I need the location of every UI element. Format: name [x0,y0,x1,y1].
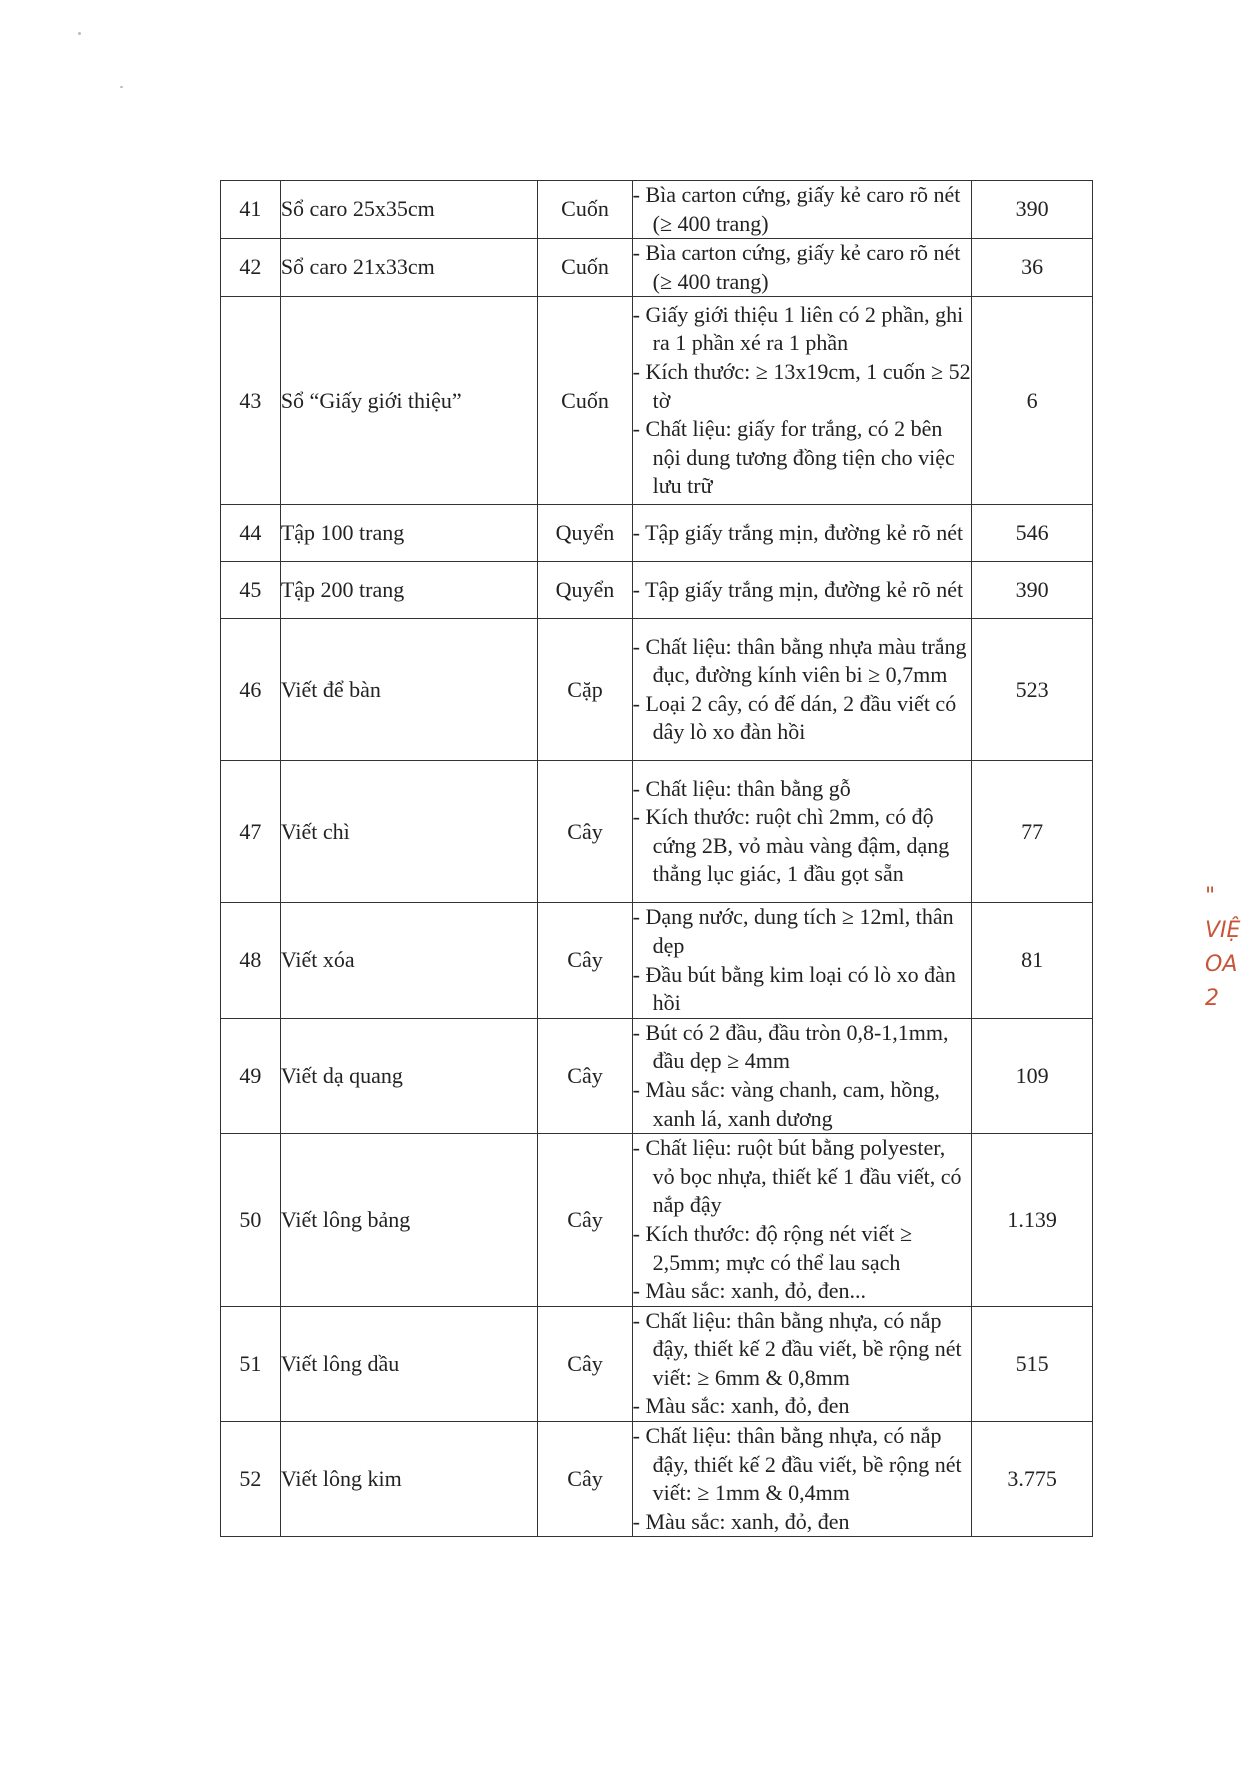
spec-line: - Chất liệu: thân bằng nhựa, có nắp đậy, thiết kế 2 đầu viết, bề rộng nét viết: ≥ 6mm & 0,8mm [632,1307,962,1390]
item-name: Viết lông kim [280,1422,538,1537]
item-name: Sổ caro 21x33cm [280,239,538,297]
spec-line: - Chất liệu: thân bằng nhựa, có nắp đậy, thiết kế 2 đầu viết, bề rộng nét viết: ≥ 1mm & 0,4mm [632,1423,962,1506]
row-number: 47 [221,761,281,903]
table-row [221,761,1093,903]
spec-line: - Đầu bút bằng kim loại có lò xo đàn hồi [632,961,956,1016]
spec-line: - Chất liệu: ruột bút bằng polyester, vỏ bọc nhựa, thiết kế 1 đầu viết, có nắp đậy [632,1135,962,1218]
item-specification [632,1422,972,1537]
row-number: 48 [221,903,281,1018]
spec-line: - Tập giấy trắng mịn, đường kẻ rõ nét [632,577,964,603]
item-unit: Quyển [538,505,632,562]
spec-line: - Bút có 2 đầu, đầu tròn 0,8-1,1mm, đầu dẹp ≥ 4mm [632,1019,949,1074]
row-number: 51 [221,1306,281,1421]
table-row [221,903,1093,1018]
item-quantity: 77 [972,761,1093,903]
supplies-table [220,180,1093,1537]
row-number: 50 [221,1134,281,1307]
item-specification [632,181,972,239]
spec-line: - Kích thước: độ rộng nét viết ≥ 2,5mm; mực có thể lau sạch [632,1220,913,1275]
handwritten-margin-notes [1205,880,1240,1016]
spec-line: - Dạng nước, dung tích ≥ 12ml, thân dẹp [632,904,954,958]
row-number: 52 [221,1422,281,1537]
item-unit: Quyển [538,562,632,619]
spec-line: - Chất liệu: thân bằng nhựa màu trắng đục, đường kính viên bi ≥ 0,7mm [632,633,967,688]
item-quantity: 81 [972,903,1093,1018]
item-quantity: 36 [972,239,1093,297]
margin-note: 2 [1205,986,1219,1011]
item-unit: Cuốn [538,239,632,297]
table-row [221,1306,1093,1421]
item-quantity: 6 [972,297,1093,505]
item-quantity: 3.775 [972,1422,1093,1537]
item-name: Viết chì [280,761,538,903]
row-number: 42 [221,239,281,297]
spec-line: - Chất liệu: giấy for trắng, có 2 bên nội dung tương đồng tiện cho việc lưu trữ [632,416,955,499]
margin-note: VIỆ [1205,918,1241,943]
row-number: 45 [221,562,281,619]
table-row [221,562,1093,619]
spec-line: - Màu sắc: xanh, đỏ, đen [632,1393,850,1419]
item-specification [632,903,972,1018]
row-number: 41 [221,181,281,239]
item-unit: Cây [538,761,632,903]
item-specification [632,1134,972,1307]
row-number: 44 [221,505,281,562]
spec-line: - Kích thước: ruột chì 2mm, có độ cứng 2B, vỏ màu vàng đậm, dạng thẳng lục giác, 1 đầu gọt sẵn [632,804,950,887]
table-row [221,1018,1093,1133]
table-row [221,619,1093,761]
item-name: Sổ “Giấy giới thiệu” [280,297,538,505]
item-specification [632,1018,972,1133]
table-row [221,1422,1093,1537]
item-unit: Cây [538,1306,632,1421]
item-unit: Cây [538,1422,632,1537]
item-specification [632,761,972,903]
item-quantity: 546 [972,505,1093,562]
item-quantity: 109 [972,1018,1093,1133]
table-row [221,239,1093,297]
item-unit: Cuốn [538,297,632,505]
spec-line: - Màu sắc: xanh, đỏ, đen... [632,1278,867,1304]
item-name: Viết lông dầu [280,1306,538,1421]
margin-note: OA [1205,952,1238,977]
item-quantity: 515 [972,1306,1093,1421]
item-name: Tập 100 trang [280,505,538,562]
item-unit: Cây [538,1018,632,1133]
item-name: Sổ caro 25x35cm [280,181,538,239]
item-specification [632,239,972,297]
spec-line: - Màu sắc: vàng chanh, cam, hồng, xanh lá, xanh dương [632,1076,940,1131]
item-specification [632,619,972,761]
table-row [221,297,1093,505]
spec-line: - Màu sắc: xanh, đỏ, đen [632,1508,850,1534]
item-quantity: 1.139 [972,1134,1093,1307]
item-quantity: 523 [972,619,1093,761]
table-row [221,505,1093,562]
supplies-table-body [221,181,1093,1537]
item-name: Viết lông bảng [280,1134,538,1307]
row-number: 46 [221,619,281,761]
item-unit: Cây [538,1134,632,1307]
item-name: Viết dạ quang [280,1018,538,1133]
spec-line: - Bìa carton cứng, giấy kẻ caro rõ nét (≥ 400 trang) [632,182,961,236]
row-number: 49 [221,1018,281,1133]
spec-line: - Tập giấy trắng mịn, đường kẻ rõ nét [632,520,964,546]
item-specification [632,562,972,619]
row-number: 43 [221,297,281,505]
spec-line: - Loại 2 cây, có đế dán, 2 đầu viết có dây lò xo đàn hồi [632,690,957,745]
spec-line: - Chất liệu: thân bằng gỗ [632,775,851,801]
item-specification [632,297,972,505]
item-specification [632,1306,972,1421]
item-name: Viết để bàn [280,619,538,761]
item-unit: Cuốn [538,181,632,239]
item-quantity: 390 [972,181,1093,239]
spec-line: - Giấy giới thiệu 1 liên có 2 phần, ghi ra 1 phần xé ra 1 phần [632,301,964,356]
item-name: Tập 200 trang [280,562,538,619]
table-row [221,1134,1093,1307]
spec-line: - Bìa carton cứng, giấy kẻ caro rõ nét (≥ 400 trang) [632,240,961,294]
spec-line: - Kích thước: ≥ 13x19cm, 1 cuốn ≥ 52 tờ [632,358,971,413]
item-quantity: 390 [972,562,1093,619]
table-row [221,181,1093,239]
margin-note: " [1205,884,1216,909]
item-unit: Cặp [538,619,632,761]
item-specification [632,505,972,562]
scan-speck [120,86,123,88]
item-unit: Cây [538,903,632,1018]
scan-speck [78,32,81,35]
item-name: Viết xóa [280,903,538,1018]
